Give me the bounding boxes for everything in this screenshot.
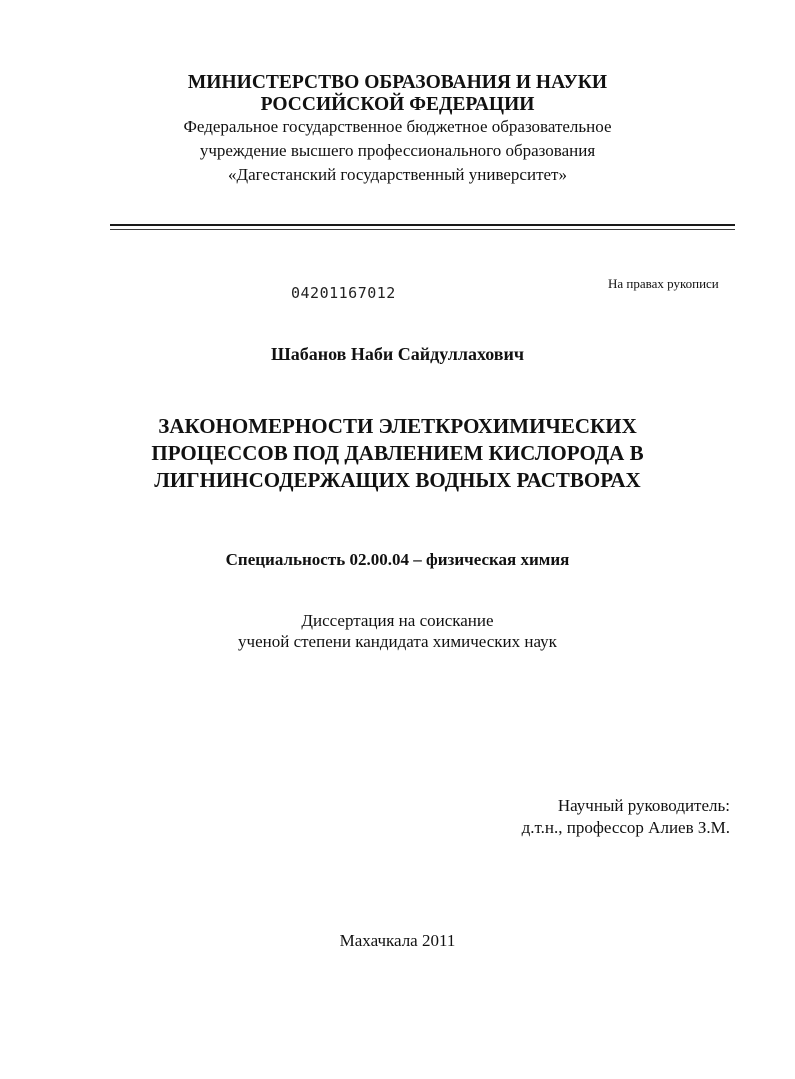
title-line-1: ЗАКОНОМЕРНОСТИ ЭЛЕТКРОХИМИЧЕСКИХ [158,414,637,438]
rights-note: На правах рукописи [608,276,719,291]
dissertation-title [0,413,795,494]
dissertation-degree [0,610,795,652]
supervisor-name: д.т.н., профессор Алиев З.М. [521,818,730,837]
ministry-heading [0,72,795,116]
title-line-2: ПРОЦЕССОВ ПОД ДАВЛЕНИЕМ КИСЛОРОДА В [151,441,644,465]
city-year: Махачкала 2011 [339,931,456,950]
institution-line-3: «Дагестанский государственный университет» [228,165,567,184]
dissertation-line-1: Диссертация на соискание [301,611,494,630]
header-divider-thin [110,229,735,230]
header-divider [110,224,735,226]
institution-heading [0,115,795,187]
author-name: Шабанов Наби Сайдуллахович [270,344,525,364]
dissertation-line-2: ученой степени кандидата химических наук [238,632,557,651]
institution-line-1: Федеральное государственное бюджетное образовательное [183,117,612,136]
specialty: Специальность 02.00.04 – физическая химия [225,550,570,569]
institution-line-2: учреждение высшего профессионального образования [199,141,596,160]
ministry-line-1: МИНИСТЕРСТВО ОБРАЗОВАНИЯ И НАУКИ [187,72,608,93]
title-line-3: ЛИГНИНСОДЕРЖАЩИХ ВОДНЫХ РАСТВОРАХ [154,468,641,492]
supervisor-label: Научный руководитель: [557,796,730,815]
ministry-line-2: РОССИЙСКОЙ ФЕДЕРАЦИИ [260,94,535,115]
supervisor-block [522,795,730,839]
registry-number: 04201167012 [291,284,396,302]
